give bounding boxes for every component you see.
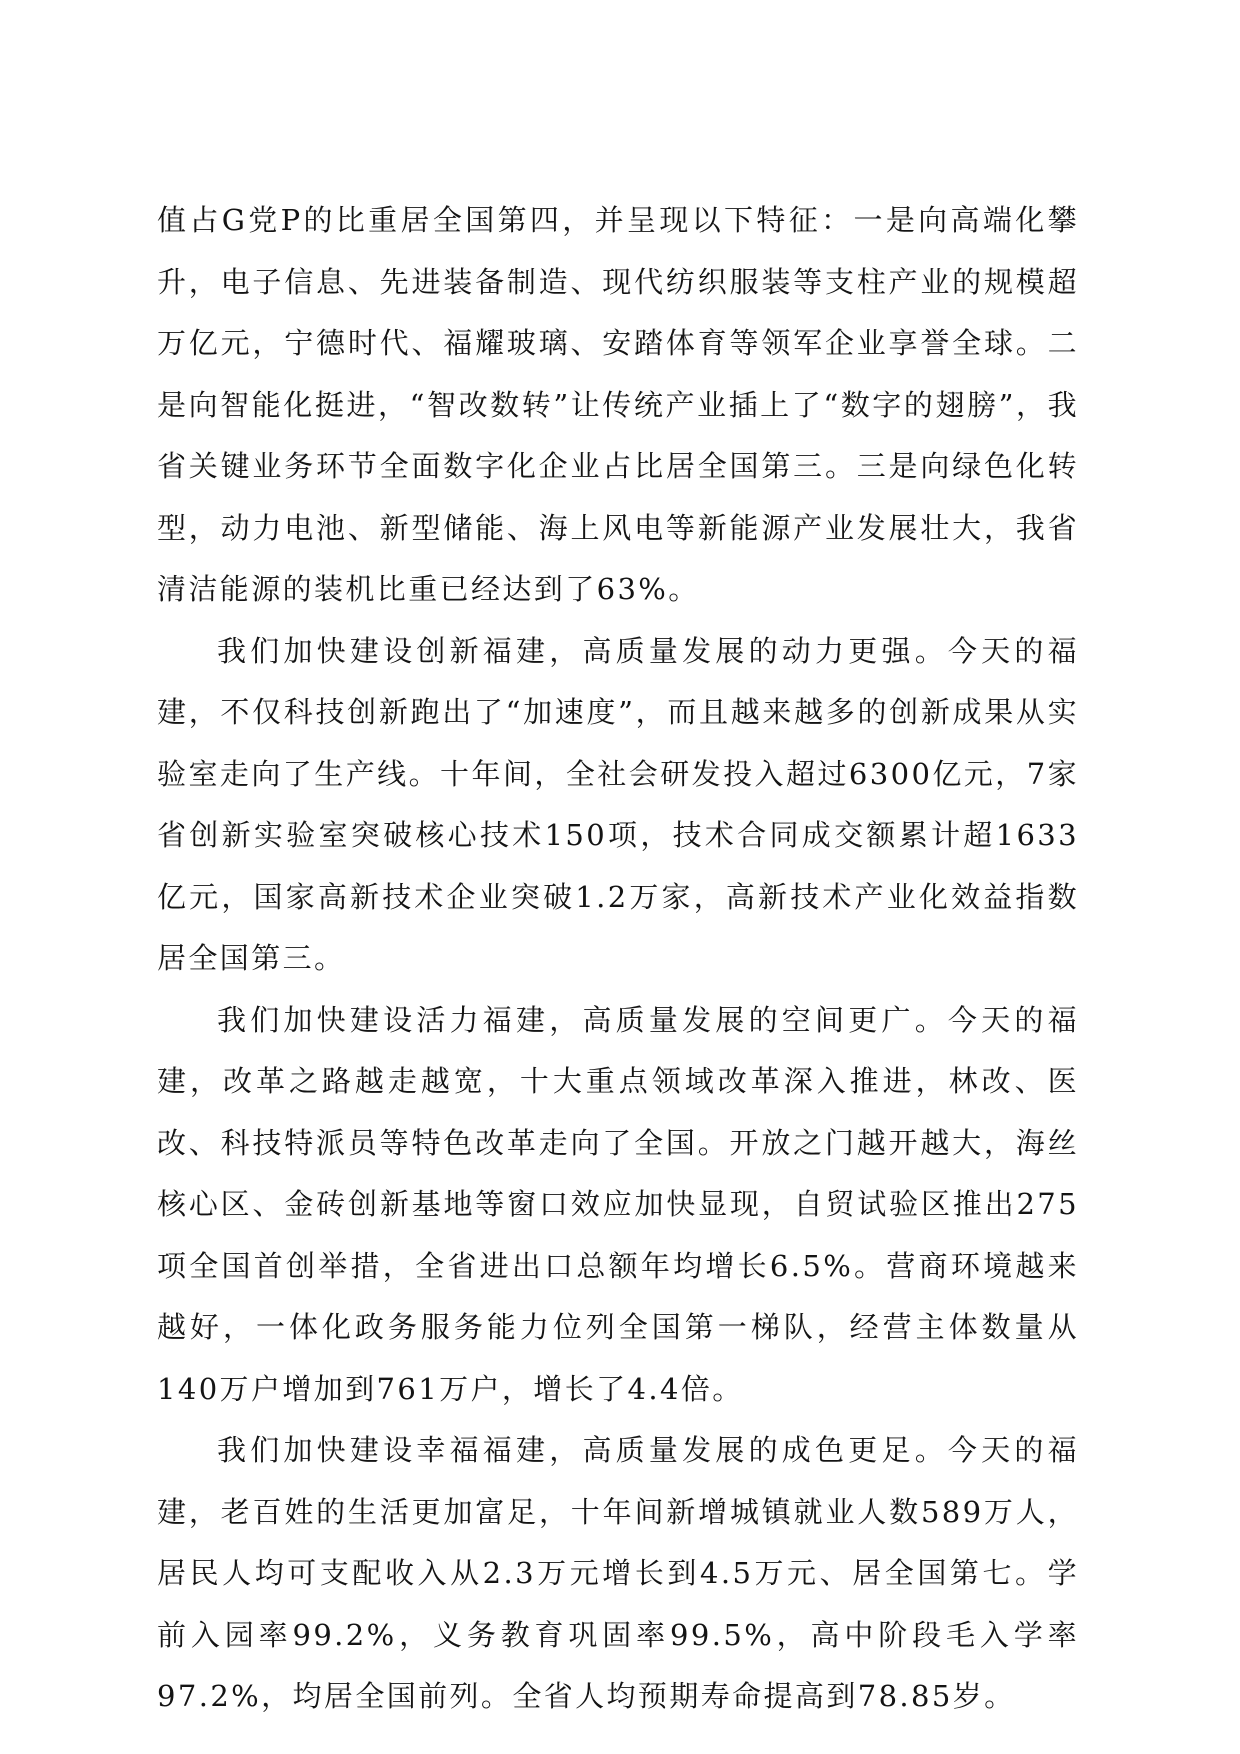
paragraph-industry-features: 值占G党P的比重居全国第四，并呈现以下特征：一是向高端化攀升，电子信息、先进装备制造、现代纺织服装等支柱产业的规模超万亿元，宁德时代、福耀玻璃、安踏体育等领军企业享誉全球。二是向智能化挺进，“智改数转”让传统产业插上了“数字的翅膀”，我省关键业务环节全面数字化企业占比居全国第三。三是向绿色化转型，动力电池、新型储能、海上风电等新能源产业发展壮大，我省清洁能源的装机比重已经达到了63%。 — [157, 203, 1079, 606]
paragraph-vitality-fujian: 我们加快建设活力福建，高质量发展的空间更广。今天的福建，改革之路越走越宽，十大重点领域改革深入推进，林改、医改、科技特派员等特色改革走向了全国。开放之门越开越大，海丝核心区、金砖创新基地等窗口效应加快显现，自贸试验区推出275项全国首创举措，全省进出口总额年均增长6.5%。营商环境越来越好，一体化政务服务能力位列全国第一梯队，经营主体数量从140万户增加到761万户，增长了4.4倍。 — [157, 1002, 1079, 1406]
paragraph-innovation-fujian: 我们加快建设创新福建，高质量发展的动力更强。今天的福建，不仅科技创新跑出了“加速度”，而且越来越多的创新成果从实验室走向了生产线。十年间，全社会研发投入超过6300亿元，7家省创新实验室突破核心技术150项，技术合同成交额累计超1633亿元，国家高新技术企业突破1.2万家，高新技术产业化效益指数居全国第三。 — [157, 633, 1079, 975]
body-text — [157, 190, 1079, 1728]
paragraph-happiness-fujian: 我们加快建设幸福福建，高质量发展的成色更足。今天的福建，老百姓的生活更加富足，十年间新增城镇就业人数589万人，居民人均可支配收入从2.3万元增长到4.5万元、居全国第七。学前入园率99.2%，义务教育巩固率99.5%，高中阶段毛入学率97.2%，均居全国前列。全省人均预期寿命提高到78.85岁。 — [157, 1433, 1079, 1713]
